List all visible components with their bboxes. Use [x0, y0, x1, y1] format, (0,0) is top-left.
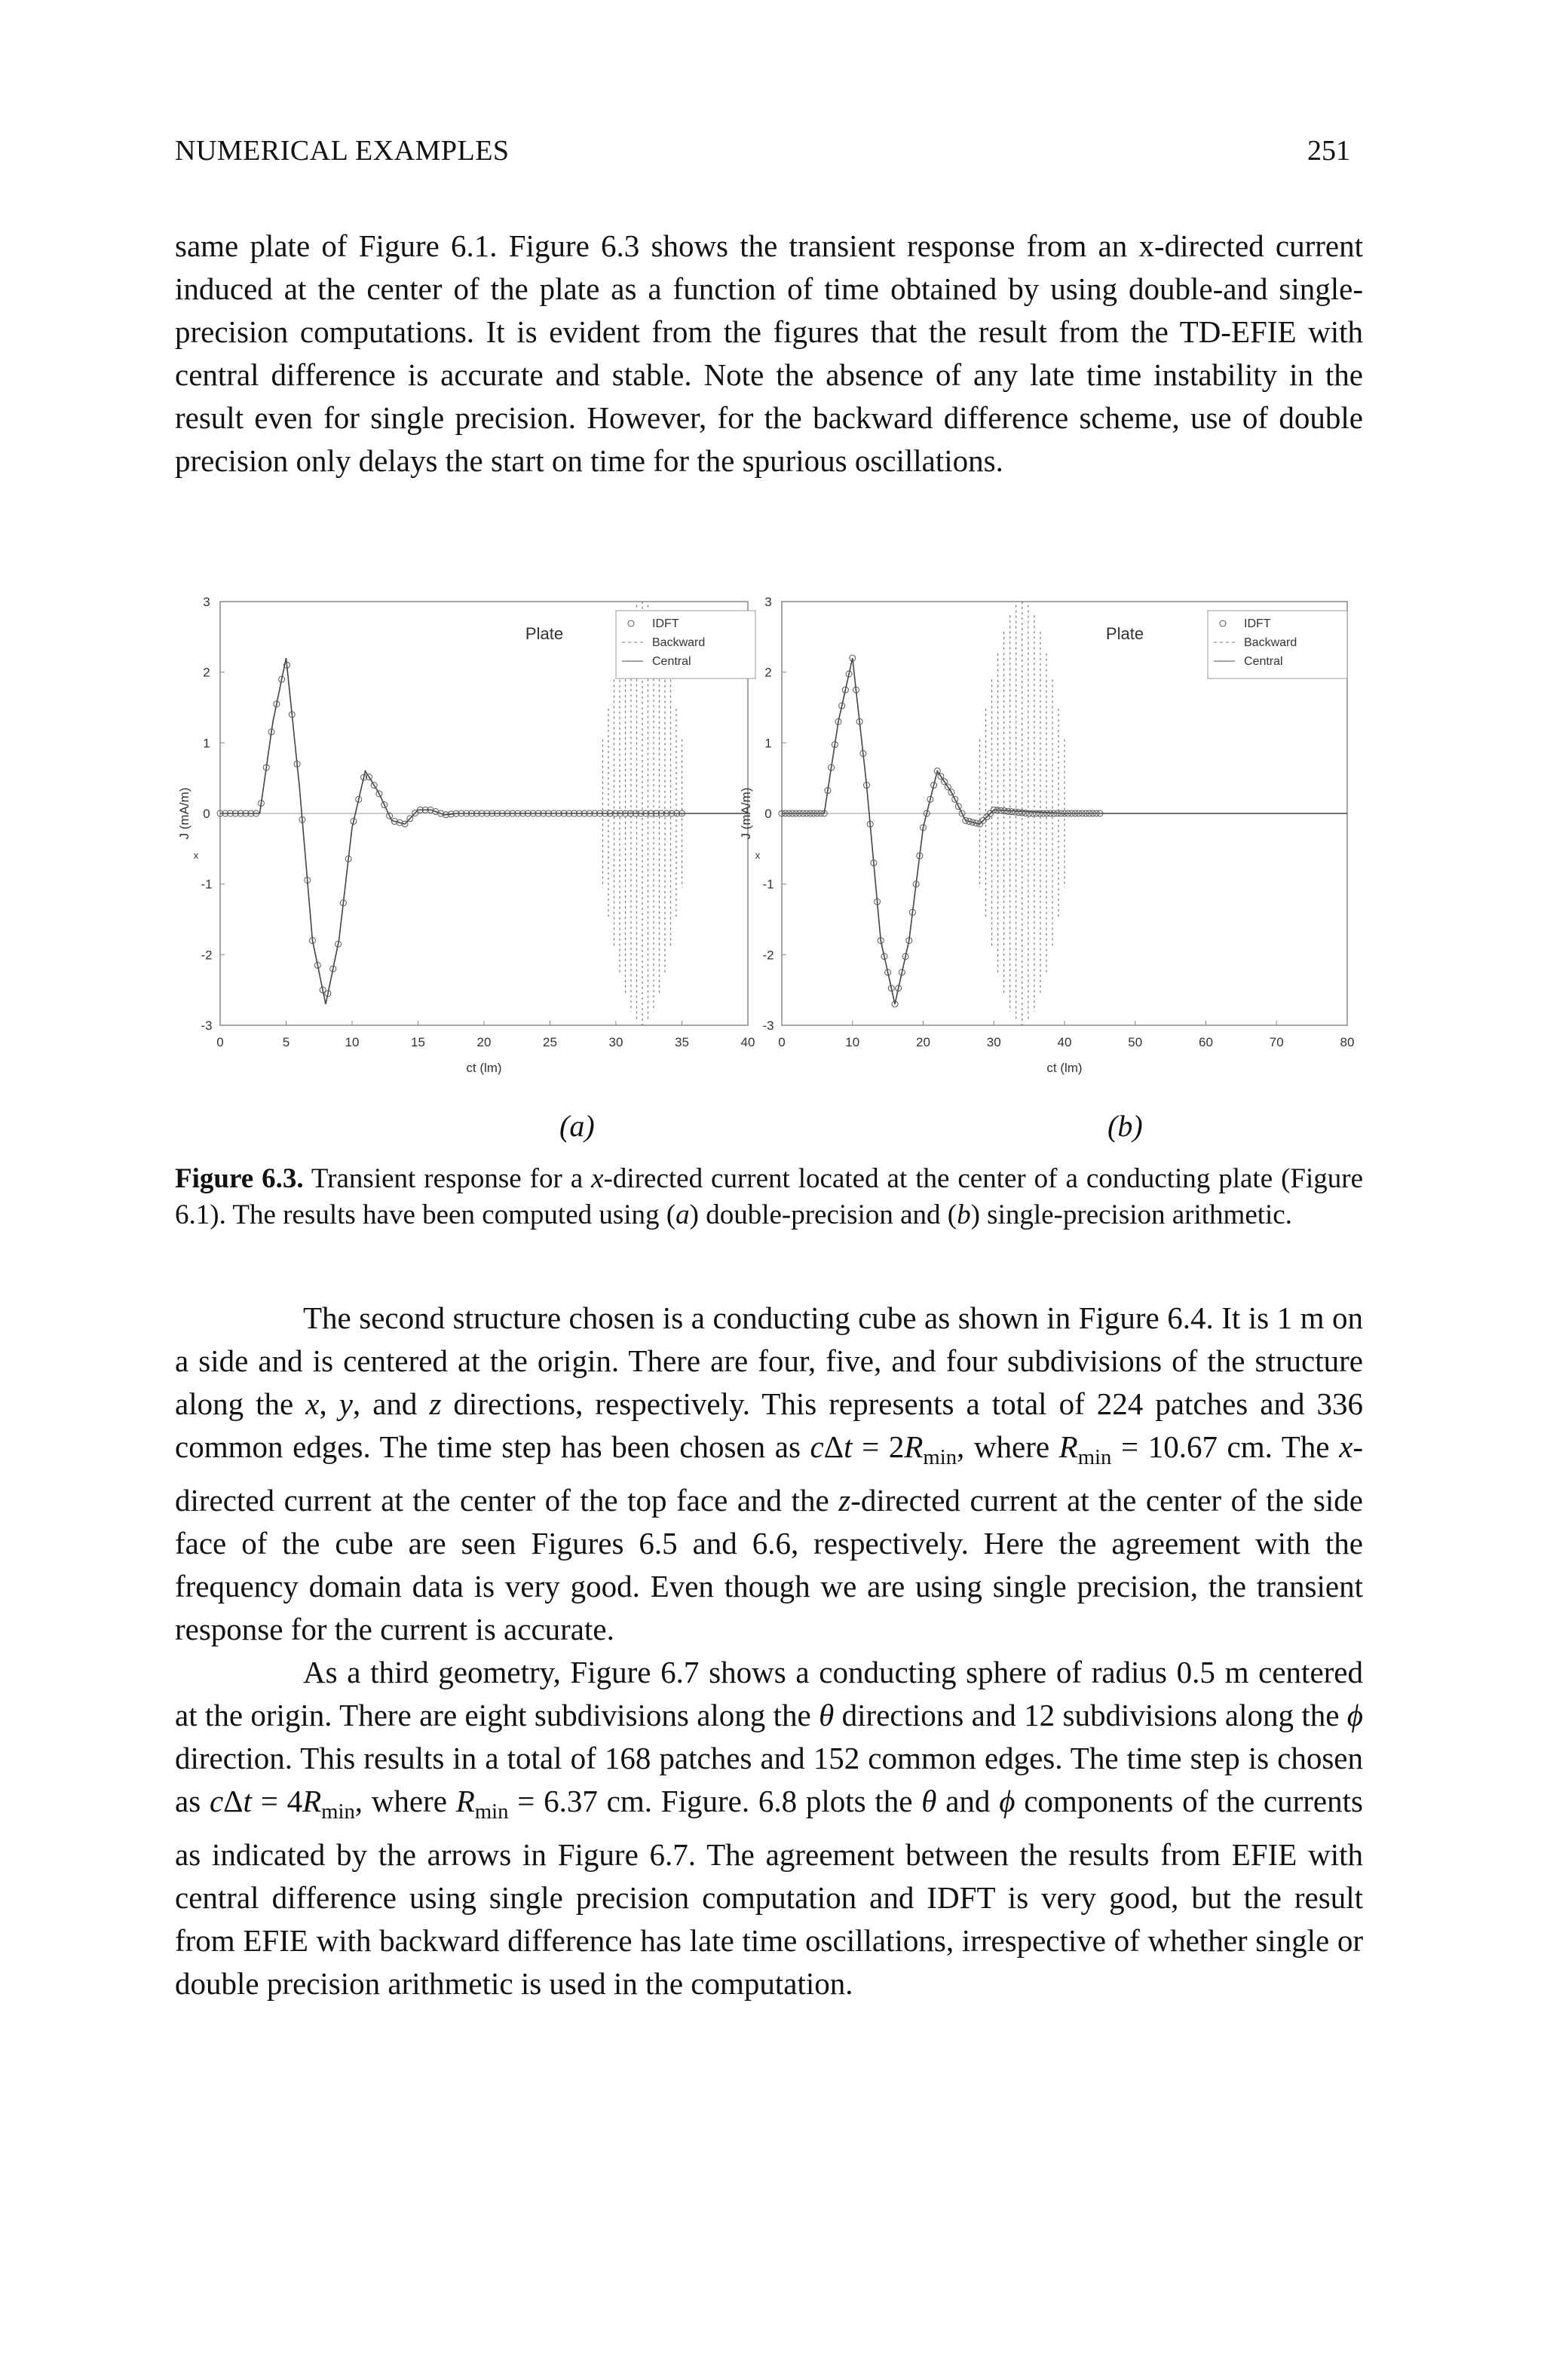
- legend-label-b: IDFT: [1244, 617, 1271, 630]
- x-tick-label-a: 25: [543, 1035, 557, 1049]
- y-tick-label-a: 2: [203, 665, 210, 680]
- subfigure-label-b: (b): [1107, 1109, 1143, 1143]
- legend-label-b: Central: [1244, 655, 1283, 668]
- legend-label-a: Backward: [652, 636, 706, 649]
- figure-6-3: [175, 588, 1363, 1161]
- y-axis-label-b: J (mA/m): [739, 787, 753, 840]
- y-tick-label-a: 1: [203, 736, 210, 751]
- x-tick-label-b: 30: [986, 1035, 1001, 1049]
- x-tick-label-b: 70: [1269, 1035, 1284, 1049]
- y-tick-label-a: 3: [203, 595, 210, 609]
- caption-text-3: ) double-precision and (: [689, 1199, 957, 1230]
- y-axis-label-a: J (mA/m): [177, 787, 191, 840]
- y-tick-label-b: 1: [764, 736, 772, 751]
- y-tick-label-b: -1: [762, 877, 774, 892]
- x-tick-label-b: 20: [916, 1035, 930, 1049]
- caption-text-2: -directed current located at the center of a conducting plate (Figure 6.1). The results have been computed using (: [175, 1163, 1363, 1230]
- caption-a: a: [676, 1199, 690, 1230]
- y-tick-label-b: 3: [764, 595, 772, 609]
- x-tick-label-a: 5: [282, 1035, 290, 1049]
- y-tick-label-a: -2: [201, 948, 213, 963]
- y-tick-label-b: -2: [762, 948, 774, 963]
- caption-x: x: [591, 1163, 604, 1194]
- x-tick-label-a: 0: [216, 1035, 224, 1049]
- x-tick-label-a: 35: [675, 1035, 689, 1049]
- caption-label: Figure 6.3.: [175, 1163, 304, 1194]
- x-tick-label-b: 10: [845, 1035, 860, 1049]
- legend-label-b: Backward: [1244, 636, 1297, 649]
- y-tick-label-a: -1: [201, 877, 213, 892]
- x-tick-label-a: 15: [411, 1035, 425, 1049]
- plot-title-a: Plate: [525, 624, 564, 643]
- x-tick-label-b: 0: [778, 1035, 786, 1049]
- caption-text-4: ) single-precision arithmetic.: [970, 1199, 1292, 1230]
- legend-label-a: IDFT: [652, 617, 679, 630]
- series-central-line-a: [220, 658, 748, 1004]
- paragraph-2: The second structure chosen is a conducting cube as shown in Figure 6.4. It is 1 m on a side and is centered at the origin. There are four, five, and four subdivisions of the structure along the x, y, and z directions, respectively. This represents a total of 224 patches and 336 common edges. The time step has been chosen as $c\Delta t = 2R_{min}$, where $R_{min} = 10.67$ cm. The x-directed current at the center of the top face and the z-directed current at the center of the side face of the cube are seen Figures 6.5 and 6.6, respectively. Here the agreement with the frequency domain data is very good. Even though we are using single precision, the transient response for the current is accurate. As a third geometry, Figure 6.7 shows a conducting sphere of radius 0.5 m centered at the origin. There are eight subdivisions along the θ directions and 12 subdivisions along the ϕ direction. This results in a total of 168 patches and 152 common edges. The time step is chosen as $c\Delta t = 4R_{min}$, where $R_{min} = 6.37$ cm. Figure. 6.8 plots the θ and ϕ components of the currents as indicated by the arrows in Figure 6.7. The agreement between the results from EFIE with central difference using single precision computation and IDFT is very good, but the result from EFIE with backward difference has late time oscillations, irrespective of whether single or double precision arithmetic is used in the computation.: [175, 1300, 1363, 2002]
- x-tick-label-a: 30: [608, 1035, 623, 1049]
- x-tick-label-a: 40: [740, 1035, 755, 1049]
- y-tick-label-b: 2: [764, 665, 772, 680]
- plot-title-b: Plate: [1105, 624, 1144, 643]
- x-tick-label-b: 50: [1128, 1035, 1143, 1049]
- caption-text-1: Transient response for a: [303, 1163, 592, 1194]
- caption-b: b: [957, 1199, 971, 1230]
- y-tick-label-a: 0: [203, 807, 210, 821]
- y-tick-label-b: 0: [764, 807, 772, 821]
- subfigure-label-a: (a): [559, 1109, 595, 1143]
- legend-label-a: Central: [652, 655, 691, 668]
- y-axis-subscript-b: x: [755, 850, 761, 861]
- figure-chart-svg: [175, 588, 1363, 1161]
- figure-caption: [175, 1161, 1363, 1233]
- y-tick-label-a: -3: [201, 1018, 213, 1033]
- x-axis-label-a: ct (lm): [466, 1061, 502, 1075]
- page-number: 251: [1307, 135, 1350, 167]
- x-tick-label-b: 60: [1199, 1035, 1213, 1049]
- x-tick-label-a: 20: [476, 1035, 492, 1049]
- x-tick-label-b: 40: [1057, 1035, 1072, 1049]
- x-tick-label-b: 80: [1340, 1035, 1355, 1049]
- running-header: NUMERICAL EXAMPLES: [175, 135, 510, 167]
- paragraph-1: same plate of Figure 6.1. Figure 6.3 shows the transient response from an x-directed current induced at the center of the plate as a function of time obtained by using double-and single-precision computations. It is evident from the figures that the result from the TD-EFIE with central difference is accurate and stable. Note the absence of any late time instability in the result even for single precision. However, for the backward difference scheme, use of double precision only delays the start on time for the spurious oscillations.: [175, 228, 1363, 478]
- y-tick-label-b: -3: [762, 1018, 774, 1033]
- x-tick-label-a: 10: [345, 1035, 360, 1049]
- y-axis-subscript-a: x: [193, 850, 199, 861]
- x-axis-label-b: ct (lm): [1046, 1061, 1083, 1075]
